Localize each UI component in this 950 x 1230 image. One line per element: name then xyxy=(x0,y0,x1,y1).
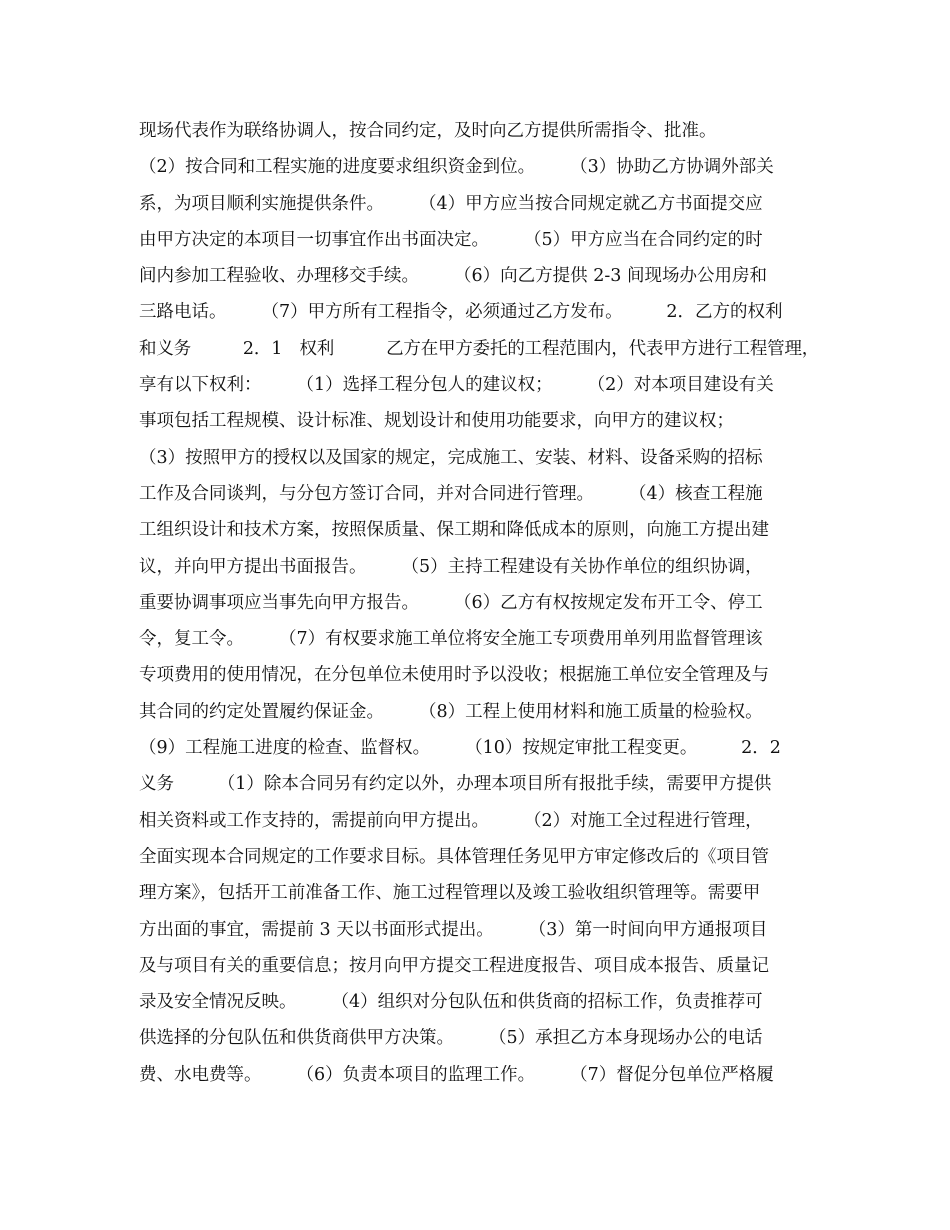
text-line-23: 方出面的事宜，需提前 3 天以书面形式提出。 （3）第一时间向甲方通报项目 xyxy=(139,919,768,940)
text-line-14: 重要协调事项应当事先向甲方报告。 （6）乙方有权按规定发布开工令、停工 xyxy=(139,592,763,613)
text-line-18: （9）工程施工进度的检查、监督权。 （10）按规定审批工程变更。 2．2 xyxy=(139,738,781,759)
text-line-24: 及与项目有关的重要信息；按月向甲方提交工程进度报告、项目成本报告、质量记 xyxy=(139,955,769,976)
text-line-5: 间内参加工程验收、办理移交手续。 （6）向乙方提供 2-3 间现场办公用房和 xyxy=(139,266,767,287)
text-line-17: 其合同的约定处置履约保证金。 （8）工程上使用材料和施工质量的检验权。 xyxy=(139,701,763,722)
text-line-22: 理方案》，包括开工前准备工作、施工过程管理以及竣工验收组织管理等。需要甲 xyxy=(139,883,761,904)
body-text xyxy=(139,113,819,1093)
text-line-13: 议，并向甲方提出书面报告。 （5）主持工程建设有关协作单位的组织协调， xyxy=(139,556,763,577)
text-line-19: 义务 （1）除本合同另有约定以外，办理本项目所有报批手续，需要甲方提供 xyxy=(139,774,772,795)
text-line-27: 费、水电费等。 （6）负责本项目的监理工作。 （7）督促分包单位严格履 xyxy=(139,1064,774,1085)
text-line-26: 供选择的分包队伍和供货商供甲方决策。 （5）承担乙方本身现场办公的电话 xyxy=(139,1028,763,1049)
text-line-12: 工组织设计和技术方案，按照保质量、保工期和降低成本的原则，向施工方提出建 xyxy=(139,520,769,541)
text-line-9: 事项包括工程规模、设计标准、规划设计和使用功能要求，向甲方的建议权； xyxy=(139,411,734,432)
text-line-2: （2）按合同和工程实施的进度要求组织资金到位。 （3）协助乙方协调外部关 xyxy=(139,157,774,178)
text-line-20: 相关资料或工作支持的，需提前向甲方提出。 （2）对施工全过程进行管理， xyxy=(139,810,763,831)
text-line-10: （3）按照甲方的授权以及国家的规定，完成施工、安装、材料、设备采购的招标 xyxy=(139,447,763,468)
text-line-8: 享有以下权利： （1）选择工程分包人的建议权； （2）对本项目建设有关 xyxy=(139,375,774,396)
text-line-21: 全面实现本合同规定的工作要求目标。具体管理任务见甲方审定修改后的《项目管 xyxy=(139,846,769,867)
text-line-6: 三路电话。 （7）甲方所有工程指令，必须通过乙方发布。 2．乙方的权利 xyxy=(139,302,783,323)
text-line-7: 和义务 2．1 权利 乙方在甲方委托的工程范围内，代表甲方进行工程管理， xyxy=(139,338,820,359)
text-line-15: 令，复工令。 （7）有权要求施工单位将安全施工专项费用单列用监督管理该 xyxy=(139,629,763,650)
text-line-11: 工作及合同谈判，与分包方签订合同，并对合同进行管理。 （4）核查工程施 xyxy=(139,483,763,504)
text-line-4: 由甲方决定的本项目一切事宜作出书面决定。 （5）甲方应当在合同约定的时 xyxy=(139,229,763,250)
text-line-25: 录及安全情况反映。 （4）组织对分包队伍和供货商的招标工作，负责推荐可 xyxy=(139,992,763,1013)
text-line-3: 系，为项目顺利实施提供条件。 （4）甲方应当按合同规定就乙方书面提交应 xyxy=(139,193,763,214)
text-line-1: 现场代表作为联络协调人，按合同约定，及时向乙方提供所需指令、批准。 xyxy=(139,121,717,141)
text-line-16: 专项费用的使用情况，在分包单位未使用时予以没收；根据施工单位安全管理及与 xyxy=(139,665,769,686)
